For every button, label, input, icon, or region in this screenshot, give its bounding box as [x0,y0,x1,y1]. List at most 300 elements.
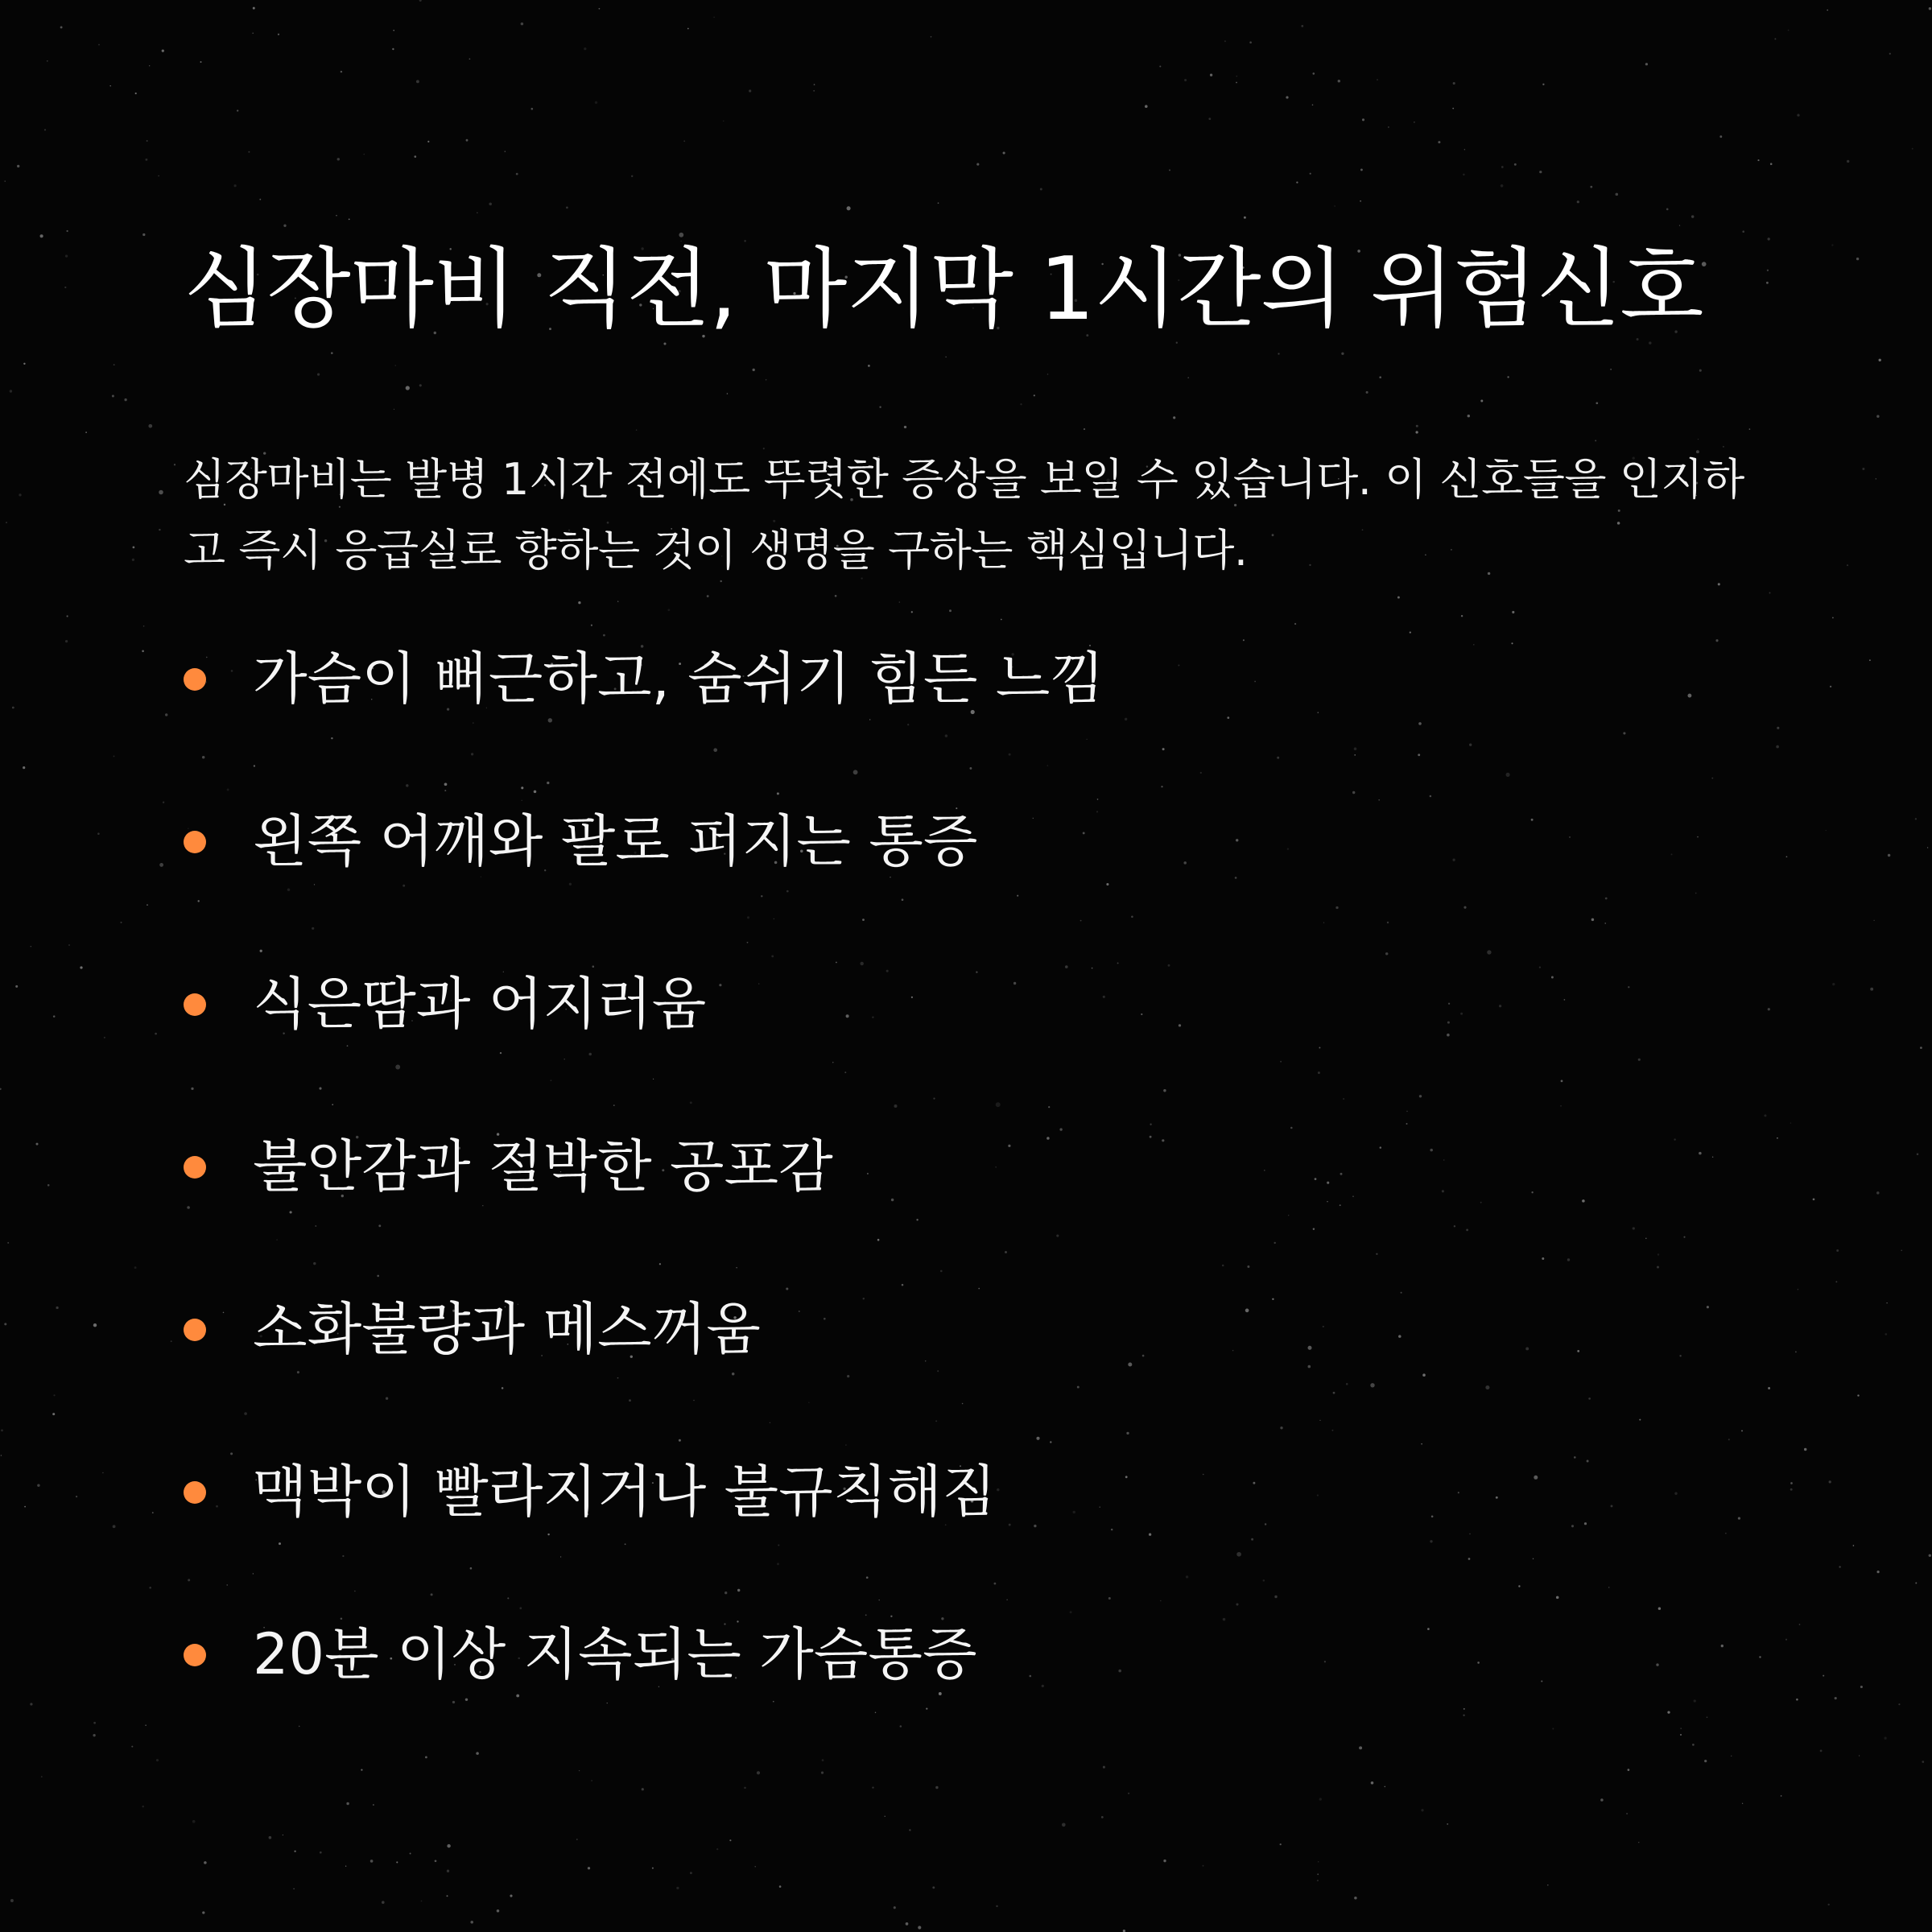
star-speck [653,1079,654,1080]
star-speck [1694,1699,1696,1702]
star-speck [1876,415,1879,418]
star-speck [1278,353,1279,354]
star-speck [1184,79,1187,81]
star-speck [847,206,851,210]
star-speck [1430,1540,1432,1542]
star-speck [1860,1686,1863,1688]
star-speck [1294,623,1296,625]
star-speck [1785,1639,1787,1641]
star-speck [1728,1439,1730,1440]
star-speck [320,1852,322,1854]
star-speck [1767,270,1769,271]
star-speck [997,1488,1000,1492]
star-speck [40,234,43,237]
star-speck [1551,976,1554,979]
star-speck [497,1909,500,1913]
star-speck [1288,1215,1289,1216]
star-speck [690,1101,692,1104]
star-speck [737,1589,740,1591]
star-speck [1236,82,1237,84]
star-speck [1354,1897,1357,1900]
star-speck [313,1262,316,1265]
star-speck [37,1484,39,1486]
star-speck [1774,38,1776,39]
star-speck [419,0,422,2]
star-speck [1839,1566,1840,1567]
star-speck [1501,166,1504,168]
star-speck [687,28,689,30]
star-speck [1712,1157,1714,1158]
star-speck [786,1287,788,1290]
star-speck [1103,996,1105,998]
star-speck [1461,615,1463,617]
star-speck [382,1901,385,1904]
star-speck [1251,1538,1253,1541]
star-speck [64,287,66,288]
star-speck [1380,1146,1382,1149]
star-speck [868,365,870,367]
star-speck [595,101,597,104]
star-speck [1317,712,1319,713]
star-speck [1301,25,1303,27]
star-speck [1387,922,1389,923]
star-speck [1009,753,1011,756]
star-speck [1183,861,1187,865]
star-speck [1430,795,1432,798]
star-speck [1835,1697,1837,1699]
star-speck [331,737,332,739]
star-speck [1797,114,1799,116]
star-speck [162,49,164,52]
star-speck [1742,1803,1743,1804]
star-speck [1595,440,1596,441]
star-speck [1577,1350,1579,1352]
star-speck [1463,906,1466,909]
star-speck [1272,1298,1274,1300]
star-speck [560,1556,561,1557]
star-speck [1223,1618,1226,1621]
star-speck [1040,188,1042,191]
star-speck [1150,1136,1152,1138]
star-speck [269,1836,272,1839]
star-speck [1499,1005,1501,1007]
star-speck [1245,1309,1249,1313]
star-speck [1186,1575,1188,1578]
star-speck [1335,906,1338,909]
bullet-dot-icon [184,993,206,1016]
star-speck [1711,778,1713,779]
star-speck [416,80,419,83]
star-speck [949,609,952,612]
star-speck [1092,968,1093,969]
star-speck [1798,1289,1799,1290]
star-speck [349,219,350,221]
star-speck [1338,80,1340,82]
star-speck [6,522,7,523]
star-speck [1626,1813,1628,1814]
star-speck [824,1318,826,1320]
star-speck [1210,74,1212,76]
star-speck [470,1567,473,1570]
star-speck [1496,1496,1498,1499]
star-speck [1922,1761,1924,1763]
star-speck [1666,208,1669,211]
star-speck [1254,681,1256,683]
star-speck [395,1065,400,1070]
star-speck [1590,186,1592,188]
star-speck [1657,1266,1659,1269]
star-speck [1401,1292,1402,1294]
star-speck [1869,659,1871,661]
star-speck [1915,818,1917,819]
star-speck [566,207,568,209]
star-speck [1277,757,1279,759]
star-speck [1501,184,1504,188]
star-speck [216,1505,218,1508]
star-speck [1354,754,1356,756]
star-speck [1560,1105,1561,1106]
star-speck [1469,744,1472,746]
star-speck [1056,1235,1059,1237]
star-speck [1927,847,1928,848]
star-speck [489,203,492,206]
star-speck [98,44,100,46]
star-speck [996,1102,1001,1107]
star-speck [1317,1880,1319,1881]
star-speck [5,180,6,181]
star-speck [1173,416,1175,419]
star-speck [900,1725,902,1728]
star-speck [1313,1228,1315,1230]
star-speck [104,1037,105,1038]
star-speck [204,1861,207,1864]
star-speck [1859,1755,1860,1756]
star-speck [932,1886,935,1889]
star-speck [156,1759,159,1761]
star-speck [1096,811,1098,812]
star-speck [1178,664,1179,666]
star-speck [747,942,749,943]
star-speck [1249,41,1252,43]
star-speck [4,1323,6,1325]
star-speck [891,1199,894,1201]
star-speck [1346,1383,1348,1385]
star-speck [1757,159,1759,161]
star-speck [1340,1173,1343,1175]
star-speck [174,464,175,465]
star-speck [933,1098,935,1100]
sign-text: 왼쪽 어깨와 팔로 퍼지는 통증 [253,808,978,874]
star-speck [1512,611,1514,613]
star-speck [200,61,202,63]
star-speck [1853,1545,1855,1546]
star-speck [1243,639,1245,641]
star-speck [1033,818,1034,819]
star-speck [1786,856,1788,857]
star-speck [502,1387,504,1389]
star-speck [777,1563,779,1565]
bullet-dot-icon [184,668,206,691]
star-speck [1506,773,1510,777]
star-speck [131,1746,133,1748]
star-speck [1813,1198,1815,1200]
star-speck [729,1839,731,1841]
star-speck [1574,1456,1576,1459]
star-speck [1126,1432,1129,1435]
sign-text: 소화불량과 메스꺼움 [253,1296,761,1362]
star-speck [716,1848,718,1850]
star-speck [1674,1492,1677,1494]
star-speck [771,955,774,957]
star-speck [66,230,68,232]
star-speck [1781,1795,1782,1797]
star-speck [1046,1137,1050,1140]
star-speck [1097,799,1099,800]
star-speck [113,1525,116,1528]
star-speck [894,1104,898,1108]
star-speck [1447,1823,1448,1825]
star-speck [147,904,148,906]
star-speck [1236,1603,1238,1605]
star-speck [1179,1024,1181,1026]
star-speck [547,782,549,784]
star-speck [1584,1522,1587,1525]
star-speck [1605,898,1608,900]
star-speck [1317,1873,1319,1875]
star-speck [253,1573,254,1574]
star-speck [1829,1480,1831,1483]
star-speck [252,32,254,34]
star-speck [1159,65,1161,67]
star-speck [1920,1046,1922,1049]
star-speck [197,900,199,902]
star-speck [1707,1716,1708,1718]
star-speck [1719,135,1722,138]
star-speck [1310,173,1311,175]
star-speck [1312,72,1315,75]
star-speck [1452,859,1455,861]
star-speck [1628,986,1629,988]
star-speck [1418,722,1422,725]
star-speck [1366,391,1368,394]
star-speck [1539,171,1542,173]
star-speck [1898,1703,1900,1705]
star-speck [1161,786,1162,787]
star-speck [588,1867,590,1869]
star-speck [1827,10,1828,11]
star-speck [471,753,473,755]
star-speck [370,1860,374,1863]
star-speck [969,767,972,770]
star-speck [1371,1781,1374,1785]
star-speck [1600,1798,1604,1802]
star-speck [1103,1766,1105,1769]
star-speck [1639,1419,1641,1421]
star-speck [1571,1525,1574,1527]
star-speck [1447,1022,1450,1024]
star-speck [1790,1482,1793,1484]
star-speck [226,1584,227,1585]
star-speck [1072,1511,1075,1513]
star-speck [1667,1711,1670,1713]
star-speck [1561,1080,1563,1083]
star-speck [723,120,724,122]
star-speck [17,165,19,167]
star-speck [244,1412,247,1415]
star-speck [1656,1663,1658,1666]
star-speck [1715,639,1718,642]
star-speck [1315,1178,1317,1180]
star-speck [159,863,163,867]
star-speck [1452,108,1454,109]
star-speck [1290,1127,1293,1129]
star-speck [1111,1529,1113,1530]
star-speck [1086,739,1087,740]
star-speck [846,1014,849,1018]
star-speck [576,1839,578,1840]
star-speck [1469,1534,1471,1535]
star-speck [1657,1253,1659,1255]
star-speck [1377,79,1378,80]
star-speck [93,1323,97,1327]
star-speck [995,1166,996,1167]
star-speck [406,784,408,786]
star-speck [1427,1628,1430,1630]
star-speck [516,173,518,175]
bullet-dot-icon [184,1156,206,1179]
star-speck [60,26,63,28]
star-speck [1518,1585,1520,1587]
star-speck [393,30,394,31]
star-speck [918,1926,921,1929]
star-speck [65,254,68,257]
star-speck [109,85,110,86]
star-speck [996,1905,997,1907]
star-speck [1725,1533,1726,1534]
star-speck [668,609,671,611]
star-speck [1163,1089,1166,1092]
star-speck [230,1452,233,1455]
star-speck [223,1312,225,1314]
star-speck [1679,1355,1681,1356]
star-speck [1050,1441,1051,1443]
star-speck [231,670,233,672]
star-speck [1847,160,1849,163]
star-speck [1319,1798,1322,1800]
star-speck [346,1802,349,1805]
star-speck [1447,1034,1450,1037]
star-speck [1915,1583,1917,1584]
star-speck [1768,1008,1770,1010]
star-speck [134,1266,137,1269]
star-speck [1265,1523,1266,1525]
star-speck [1463,1708,1465,1710]
star-speck [1131,916,1133,919]
star-speck [1323,1326,1324,1327]
star-speck [85,431,87,433]
star-speck [47,60,48,62]
star-speck [1885,1333,1887,1335]
star-speck [814,84,815,85]
star-speck [361,1769,362,1770]
star-speck [1674,1138,1675,1140]
star-speck [1876,1191,1880,1195]
star-speck [531,108,534,110]
star-speck [444,782,448,786]
star-speck [1308,1365,1311,1368]
star-speck [1628,1769,1630,1771]
star-speck [1788,30,1790,31]
star-speck [652,1868,654,1869]
star-speck [36,1143,39,1146]
star-speck [1582,1199,1585,1203]
star-speck [1,1455,2,1456]
star-speck [1827,1904,1829,1905]
star-speck [142,1806,143,1807]
star-speck [342,1555,344,1557]
star-speck [1820,1750,1823,1752]
star-speck [1477,1662,1480,1664]
star-speck [345,1866,346,1867]
star-speck [1697,836,1699,838]
star-speck [836,962,837,964]
star-speck [1312,105,1314,106]
star-speck [1036,1437,1039,1440]
star-speck [149,1587,151,1589]
star-speck [507,1597,509,1599]
star-speck [1406,1111,1407,1112]
star-speck [1458,1492,1459,1493]
star-speck [1065,965,1068,968]
star-speck [659,1263,661,1265]
star-speck [1235,877,1237,879]
star-speck [1776,745,1779,749]
star-speck [312,927,314,930]
star-speck [1327,1182,1329,1184]
star-speck [872,1786,873,1788]
star-speck [1414,122,1415,123]
star-speck [10,390,12,392]
star-speck [1009,1524,1011,1526]
bullet-dot-icon [184,831,206,853]
star-speck [1354,747,1357,750]
star-speck [1385,1786,1386,1788]
star-speck [112,395,114,398]
star-speck [822,1759,824,1761]
star-speck [466,139,469,142]
star-speck [1633,1227,1635,1229]
star-speck [1236,1552,1241,1557]
star-speck [1542,84,1544,85]
star-speck [425,1756,427,1758]
star-speck [1169,169,1170,171]
star-speck [476,1752,479,1755]
star-speck [1463,174,1464,175]
star-speck [1046,765,1048,766]
star-speck [1253,1482,1255,1484]
star-speck [753,369,755,371]
star-speck [1777,727,1779,729]
star-speck [1059,1128,1062,1130]
star-speck [584,47,586,50]
star-speck [1034,394,1035,396]
sign-text: 불안감과 절박한 공포감 [253,1133,833,1199]
star-speck [1836,1249,1839,1252]
star-speck [1699,1152,1702,1155]
star-speck [1556,1596,1559,1600]
star-speck [1419,1095,1422,1097]
star-speck [65,640,68,642]
